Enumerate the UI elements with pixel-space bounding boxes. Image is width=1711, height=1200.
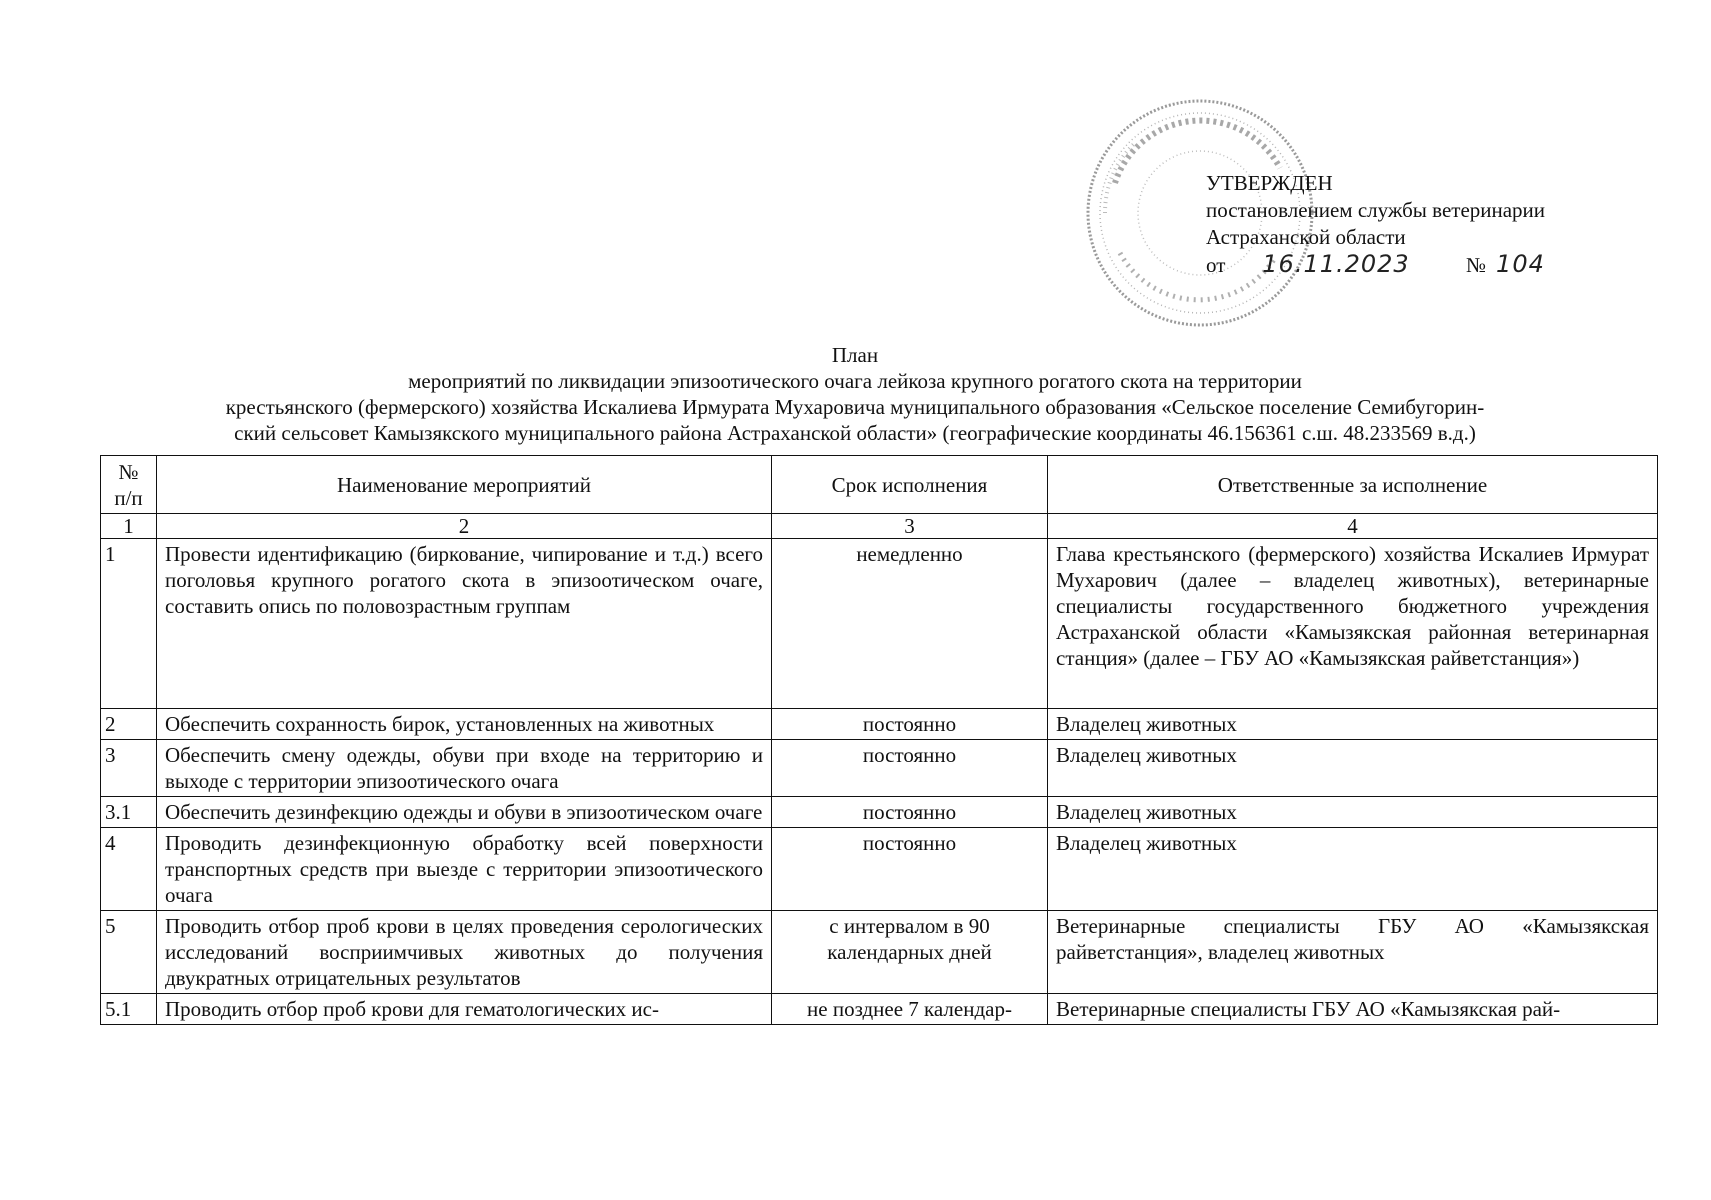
row-term: постоянно [772,740,1048,797]
title-line-4: ский сельсовет Камызякского муниципального района Астраханской области» (географические координаты 46.156361 с.ш. 48.233569 в.д.) [234,421,1476,445]
row-responsible: Ветеринарные специалисты ГБУ АО «Камызякская райветстанция», владелец животных [1048,911,1658,994]
row-responsible: Ветеринарные специалисты ГБУ АО «Камызякская рай- [1048,994,1658,1025]
row-number: 5 [101,911,157,994]
date-prefix: от [1206,253,1226,277]
title-line-3: крестьянского (фермерского) хозяйства Искалиева Ирмурата Мухаровича муниципального образования «Сельское поселение Семибугорин- [225,395,1485,419]
col-number-1: 1 [101,514,157,539]
approval-date-line [1206,251,1545,279]
document-title [100,342,1610,446]
table-row [101,740,1658,797]
table-row [101,539,1658,709]
table-header-row [101,456,1658,514]
measures-table [100,455,1658,1025]
row-action: Проводить отбор проб крови для гематологических ис- [157,994,772,1025]
row-term: постоянно [772,709,1048,740]
table-row [101,994,1658,1025]
approval-line-2: Астраханской области [1206,225,1406,249]
row-number: 2 [101,709,157,740]
row-term: не позднее 7 календар- [772,994,1048,1025]
header-action: Наименование мероприятий [157,456,772,514]
row-number: 3.1 [101,797,157,828]
row-number: 4 [101,828,157,911]
table-row [101,828,1658,911]
title-line-1: План [831,343,879,367]
handwritten-number: 104 [1496,250,1545,278]
col-number-3: 3 [772,514,1048,539]
table-row [101,709,1658,740]
approval-line-1: постановлением службы ветеринарии [1206,198,1546,222]
number-prefix: № [1466,253,1487,277]
table-row [101,911,1658,994]
column-number-row [101,514,1658,539]
row-action: Проводить дезинфекционную обработку всей поверхности транспортных средств при выезде с территории эпизоотического очага [157,828,772,911]
row-responsible: Владелец животных [1048,740,1658,797]
row-action: Обеспечить дезинфекцию одежды и обуви в эпизоотическом очаге [157,797,772,828]
table-row [101,797,1658,828]
row-term: немедленно [772,539,1048,709]
approval-block [1206,170,1545,279]
col-number-2: 2 [157,514,772,539]
row-action: Обеспечить смену одежды, обуви при входе на территорию и выходе с территории эпизоотического очага [157,740,772,797]
row-responsible: Глава крестьянского (фермерского) хозяйства Искалиев Ирмурат Мухарович (далее – владелец животных), ветеринарные специалисты государственного бюджетного учреждения Астраханской области «Камызякская районная ветеринарная станция» (далее – ГБУ АО «Камызякская райветстанция») [1048,539,1658,709]
row-responsible: Владелец животных [1048,797,1658,828]
row-number: 5.1 [101,994,157,1025]
row-term: постоянно [772,797,1048,828]
row-term: с интервалом в 90 календарных дней [772,911,1048,994]
row-term: постоянно [772,828,1048,911]
header-number: № п/п [101,456,157,514]
row-number: 1 [101,539,157,709]
row-responsible: Владелец животных [1048,709,1658,740]
approval-heading: УТВЕРЖДЕН [1206,171,1333,195]
row-action: Обеспечить сохранность бирок, установленных на животных [157,709,772,740]
title-line-2: мероприятий по ликвидации эпизоотического очага лейкоза крупного рогатого скота на территории [408,369,1302,393]
header-term: Срок исполнения [772,456,1048,514]
handwritten-date: 16.11.2023 [1262,250,1410,278]
header-responsible: Ответственные за исполнение [1048,456,1658,514]
row-action: Проводить отбор проб крови в целях проведения серологических исследований восприимчивых животных до получения двукратных отрицательных результатов [157,911,772,994]
row-number: 3 [101,740,157,797]
row-action: Провести идентификацию (биркование, чипирование и т.д.) всего поголовья крупного рогатого скота в эпизоотическом очаге, составить опись по половозрастным группам [157,539,772,709]
col-number-4: 4 [1048,514,1658,539]
row-responsible: Владелец животных [1048,828,1658,911]
